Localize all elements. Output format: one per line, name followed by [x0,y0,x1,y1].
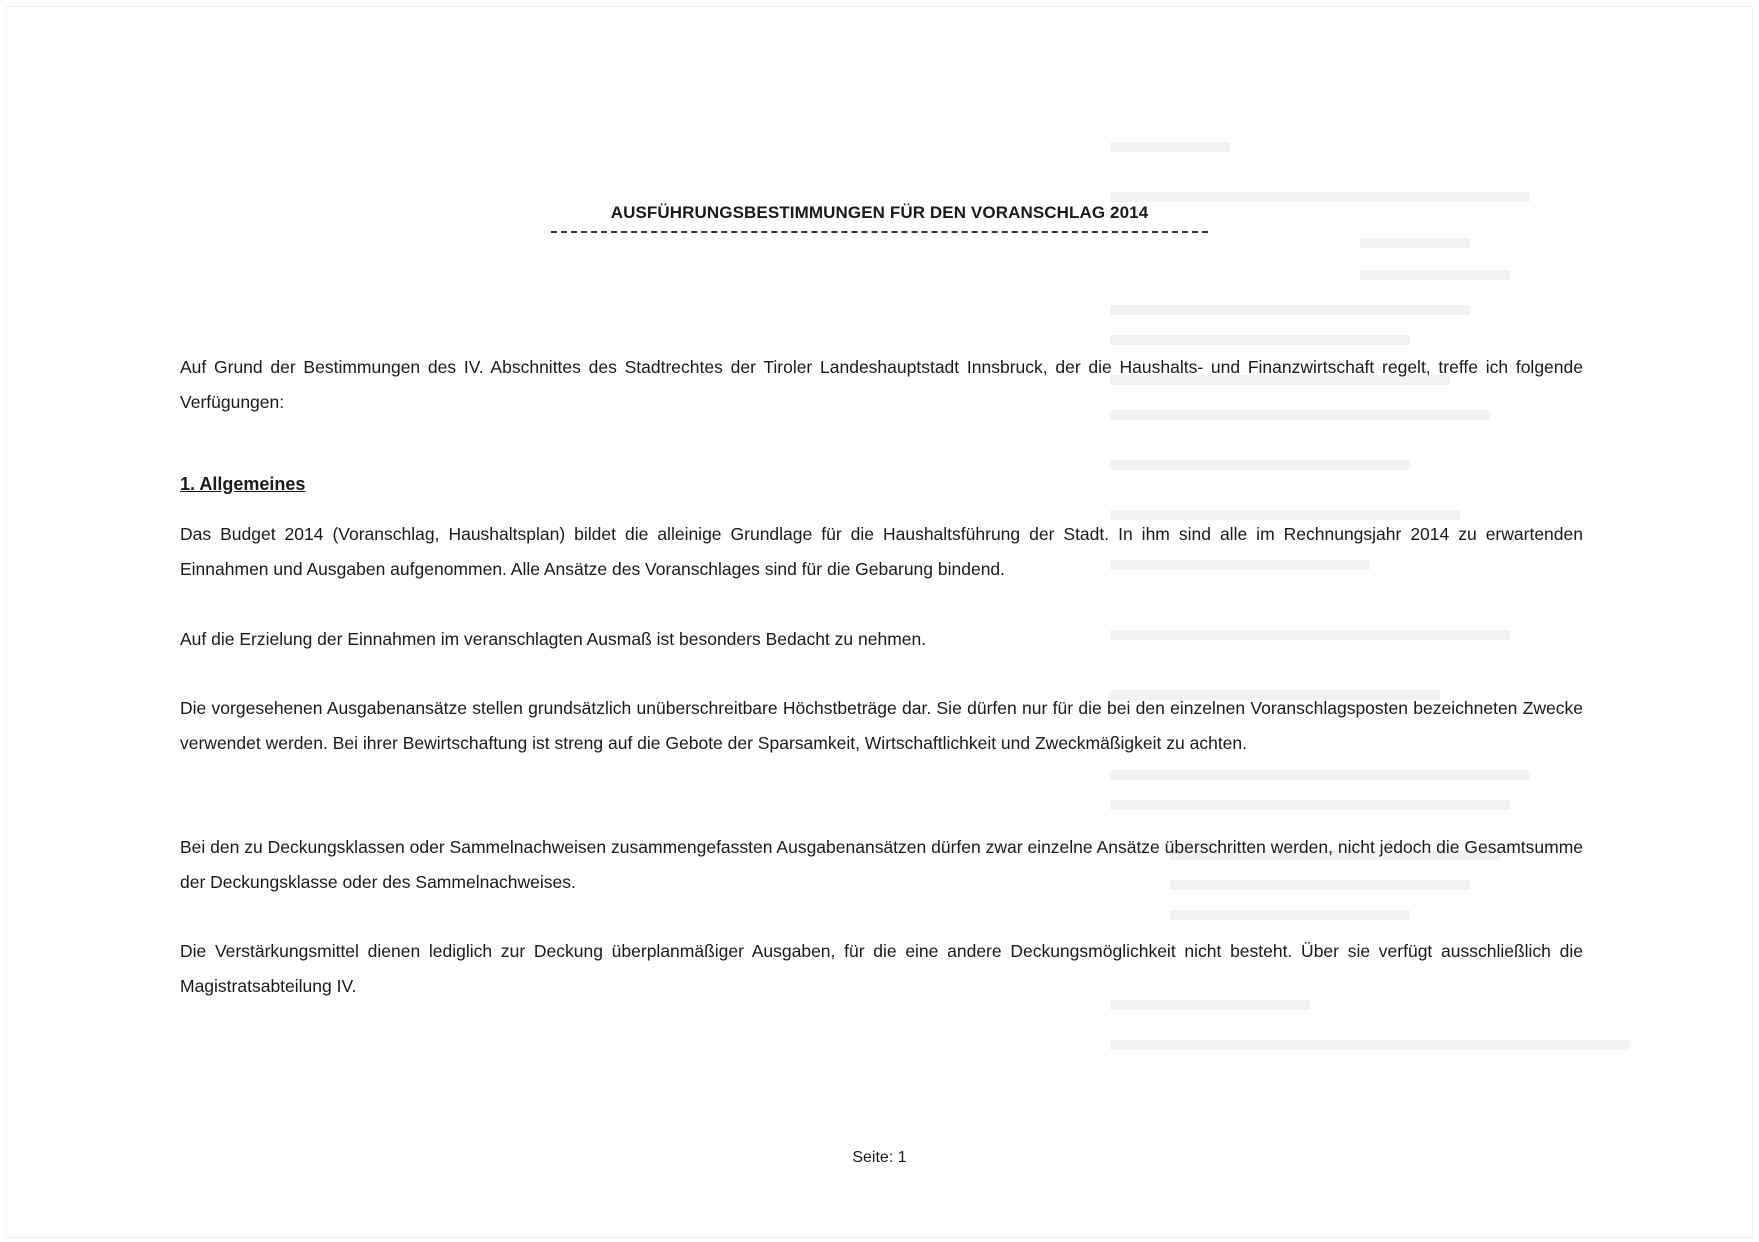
document-title: AUSFÜHRUNGSBESTIMMUNGEN FÜR DEN VORANSCHLAG 2014 [610,203,1149,222]
paragraph-budget: Das Budget 2014 (Voranschlag, Haushaltsplan) bildet die alleinige Grundlage für die Haushaltsführung der Stadt. In ihm sind alle im Rechnungsjahr 2014 zu erwartenden Einnahmen und Ausgaben aufgenommen. Alle Ansätze des Voranschlages sind für die Gebarung bindend. [180,524,1583,579]
paragraph-verstaerkungsmittel: Die Verstärkungsmittel dienen lediglich zur Deckung überplanmäßiger Ausgaben, für die eine andere Deckungsmöglichkeit nicht besteht. Über sie verfügt ausschließlich die Magistratsabteilung IV. [180,941,1583,996]
intro-paragraph: Auf Grund der Bestimmungen des IV. Abschnittes des Stadtrechtes der Tiroler Landeshauptstadt Innsbruck, der die Haushalts- und Finanzwirtschaft regelt, treffe ich folgende Verfügungen: [180,357,1583,412]
section-heading: 1. Allgemeines [180,474,306,494]
paragraph-einnahmen: Auf die Erzielung der Einnahmen im veranschlagten Ausmaß ist besonders Bedacht zu nehmen. [180,629,927,649]
page-number: Seite: 1 [852,1149,907,1166]
paragraph-ausgabenansaetze: Die vorgesehenen Ausgabenansätze stellen grundsätzlich unüberschreitbare Höchstbeträge dar. Sie dürfen nur für die bei den einzelnen Voranschlagsposten bezeichneten Zwecke verwendet werden. Bei ihrer Bewirtschaftung ist streng auf die Gebote der Sparsamkeit, Wirtschaftlichkeit und Zweckmäßigkeit zu achten. [180,698,1583,753]
title-dashed-rule [551,231,1208,233]
paragraph-deckungsklassen: Bei den zu Deckungsklassen oder Sammelnachweisen zusammengefassten Ausgabenansätzen dürfen zwar einzelne Ansätze überschritten werden, nicht jedoch die Gesamtsumme der Deckungsklasse oder des Sammelnachweises. [180,837,1583,892]
